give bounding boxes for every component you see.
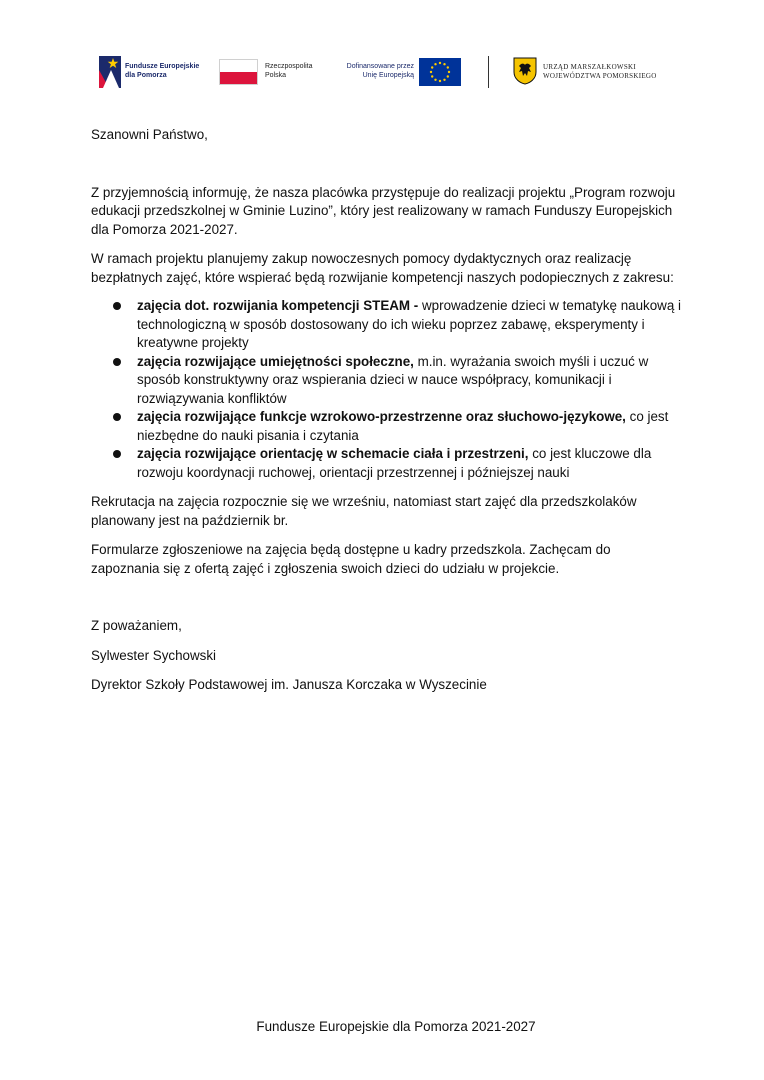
bullet-icon: [113, 413, 121, 421]
list-item-bold: zajęcia rozwijające orientację w schemacie ciała i przestrzeni,: [137, 446, 529, 461]
logo-strip: [99, 54, 679, 92]
list-item: [91, 445, 681, 482]
rzeczpospolita-polska-logo: [219, 54, 329, 90]
bullet-icon: [113, 358, 121, 366]
salutation: Szanowni Państwo,: [91, 127, 208, 142]
list-item-bold: zajęcia rozwijające umiejętności społeczne,: [137, 353, 414, 369]
eu-logo-line2: Unię Europejską: [362, 71, 414, 79]
umwp-logo-line1: URZĄD MARSZAŁKOWSKI: [543, 63, 637, 71]
logo-divider: [488, 56, 489, 88]
letter-body: [91, 126, 681, 695]
umwp-logo-line2: WOJEWÓDZTWA POMORSKIEGO: [543, 71, 657, 80]
list-item-bold: zajęcia dot. rozwijania kompetencji STEAM -: [137, 298, 419, 313]
fe-logo-text: [125, 63, 199, 80]
eu-logo-text: [337, 63, 414, 80]
eu-logo-line1: Dofinansowane przez: [346, 63, 414, 70]
signer-name: Sylwester Sychowski: [91, 647, 217, 663]
page-footer: Fundusze Europejskie dla Pomorza 2021-2027: [256, 1019, 536, 1034]
signer-position: Dyrektor Szkoły Podstawowej im. Janusza Korczaka w Wyszecinie: [91, 677, 487, 692]
activity-list: [91, 297, 681, 482]
list-item: [91, 353, 681, 409]
paragraph-plan: W ramach projektu planujemy zakup nowoczesnych pomocy dydaktycznych oraz realizację bezpłatnych zajęć, które wspierać będą rozwijanie kompetencji naszych podopiecznych z zakresu:: [91, 251, 674, 285]
rp-logo-line1: Rzeczpospolita: [265, 63, 313, 70]
pomorskie-crest-icon: [513, 57, 537, 85]
list-item-text: m.in. wyrażania swoich myśli i uczuć w sposób konstruktywny oraz wspierania dzieci w nauce współpracy, komunikacji i rozwiązywania konfliktów: [137, 353, 649, 406]
list-item-text: wprowadzenie dzieci w tematykę naukową i technologiczną w sposób dostosowany do ich wieku poprzez zabawę, eksperymenty i kreatywne projekty: [137, 298, 681, 350]
list-item: [91, 297, 681, 353]
closing: Z poważaniem,: [91, 618, 182, 633]
fe-logo-line1: Fundusze Europejskie: [125, 63, 200, 70]
urzad-marszalkowski-logo: [513, 54, 683, 90]
fundusze-europejskie-logo: [99, 54, 211, 90]
paragraph-forms: Formularze zgłoszeniowe na zajęcia będą dostępne u kadry przedszkola. Zachęcam do zapoznania się z ofertą zajęć i zgłoszenia swoich dzieci do udziału w projekcie.: [91, 542, 611, 576]
umwp-logo-text: [543, 63, 657, 80]
list-item: [91, 408, 681, 445]
eu-cofinanced-logo: [337, 54, 462, 90]
eu-flag-icon: [419, 58, 461, 86]
bullet-icon: [113, 450, 121, 458]
list-item-bold: zajęcia rozwijające funkcje wzrokowo-przestrzenne oraz słuchowo-językowe,: [137, 409, 626, 424]
paragraph-intro: Z przyjemnością informuję, że nasza placówka przystępuje do realizacji projektu „Program rozwoju edukacji przedszkolnej w Gminie Luzino”, który jest realizowany w ramach Funduszy Europejskich dla Pomorza 2021-2027.: [91, 184, 676, 237]
fe-logo-line2: dla Pomorza: [125, 71, 167, 79]
list-item-text: co jest niezbędne do nauki pisania i czytania: [137, 409, 669, 443]
rp-logo-line2: Polska: [265, 71, 287, 79]
rp-logo-text: [265, 63, 312, 80]
fe-mark-icon: [99, 56, 121, 88]
polish-flag-icon: [219, 59, 258, 85]
bullet-icon: [113, 302, 121, 310]
list-item-text: co jest kluczowe dla rozwoju koordynacji ruchowej, orientacji przestrzennej i późniejszej nauki: [137, 446, 652, 480]
paragraph-recruitment: Rekrutacja na zajęcia rozpocznie się we wrześniu, natomiast start zajęć dla przedszkolaków planowany jest na październik br.: [91, 494, 637, 528]
